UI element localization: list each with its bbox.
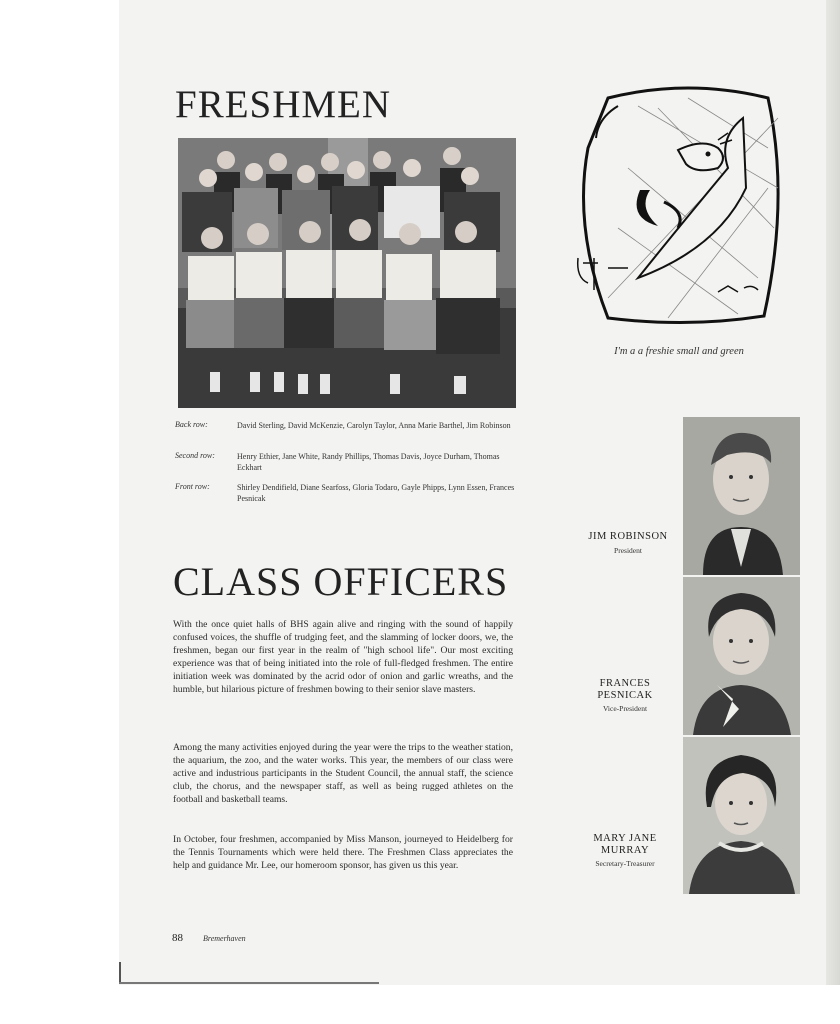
officer-name: JIM ROBINSON — [588, 531, 668, 542]
officer-name: MURRAY — [600, 845, 650, 856]
officer-title: President — [614, 546, 642, 555]
caption-label: Second row: — [175, 451, 215, 460]
page-number: 88 — [172, 932, 183, 944]
article-paragraph: With the once quiet halls of BHS again alive and ringing with the sound of happily confused voices, the shuffle of trudging feet, and the slamming of locker doors, we, the freshmen, began our first year in the realm of "high school life". Our most exciting experience was that of being initiated into the role of full-fledged freshmen. The entire initiation week was dominated by the acrid odor of onion and garlic wreaths, and the humble, but hilarious picture of freshmen bowing to their senior slave masters. — [173, 619, 513, 695]
caption-names: Shirley Dendifield, Diane Searfoss, Gloria Todaro, Gayle Phipps, Lynn Essen, Frances Pesnicak — [237, 483, 515, 503]
scan-background — [119, 985, 840, 1024]
scan-margin — [0, 0, 119, 1024]
caption-label: Front row: — [175, 482, 210, 491]
officer-title: Vice-President — [602, 704, 648, 713]
page-title: FRESHMEN — [175, 83, 392, 126]
page-edge — [826, 0, 840, 985]
article-paragraph: In October, four freshmen, accompanied by Miss Manson, journeyed to Heidelberg for the Tennis Tournaments which were held there. The Freshmen Class appreciates the help and guidance Mr. Lee, our homeroom sponsor, has given us this year. — [173, 834, 513, 871]
drawing-caption: I'm a a freshie small and green — [614, 346, 744, 357]
officer-name: FRANCES — [599, 678, 651, 689]
section-title: CLASS OFFICERS — [173, 559, 509, 604]
freshman-cartoon-drawing — [568, 78, 790, 328]
group-photo — [178, 138, 516, 408]
scan-bottom-mark — [119, 982, 379, 984]
caption-label: Back row: — [175, 420, 208, 429]
portrait-vice-president — [683, 577, 800, 735]
scan-edge-mark — [119, 962, 121, 984]
portrait-secretary-treasurer — [683, 737, 800, 894]
officer-name: PESNICAK — [597, 690, 653, 701]
officer-title: Secretary-Treasurer — [595, 859, 655, 868]
caption-names: David Sterling, David McKenzie, Carolyn Taylor, Anna Marie Barthel, Jim Robinson — [237, 421, 511, 430]
caption-names: Henry Ethier, Jane White, Randy Phillips, Thomas Davis, Joyce Durham, Thomas Eckhart — [237, 452, 500, 472]
publication-name: Bremerhaven — [203, 934, 246, 943]
officer-name: MARY JANE — [593, 833, 657, 844]
article-paragraph: Among the many activities enjoyed during the year were the trips to the weather station, the aquarium, the zoo, and the water works. This year, the members of our class were active and industrious participants in the Student Council, the annual staff, the science club, the chorus, and the newspaper staff, as well as being rugged athletes on the football and basketball teams. — [173, 742, 513, 805]
